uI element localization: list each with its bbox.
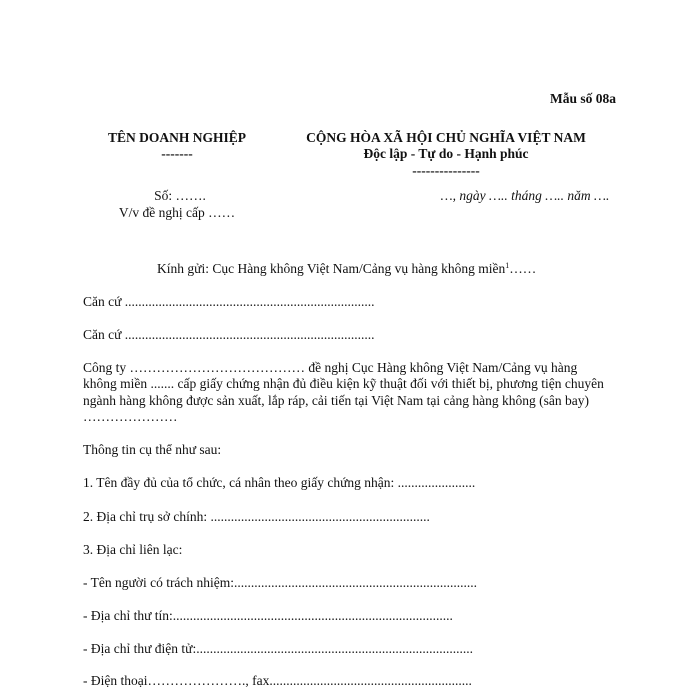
- field-phone-fax: - Điện thoại…………………., fax............................................................: [83, 673, 472, 688]
- request-paragraph-line-3: ngành hàng không được sản xuất, lắp ráp, cải tiến tại Việt Nam tại cảng hàng không (sân bay): [83, 393, 589, 408]
- recipient-line: [157, 261, 536, 277]
- item-contact-address: 3. Địa chỉ liên lạc:: [83, 542, 183, 557]
- recipient-tail: ……: [509, 261, 537, 276]
- document-date: …, ngày ….. tháng ….. năm ….: [440, 188, 610, 203]
- item-head-office: 2. Địa chỉ trụ sở chính: .................................................................: [83, 509, 430, 524]
- request-paragraph-line-2: không miền ....... cấp giấy chứng nhận đủ điều kiện kỹ thuật đối với thiết bị, phương tiện chuyên: [83, 376, 604, 391]
- company-divider: -------: [161, 146, 193, 161]
- motto-divider: ---------------: [412, 163, 480, 178]
- field-responsible-person: - Tên người có trách nhiệm:........................................................................: [83, 575, 478, 590]
- field-mail-address: - Địa chỉ thư tín:...................................................................................: [83, 608, 453, 623]
- document-number: Số: …….: [154, 188, 206, 203]
- country-name: CỘNG HÒA XÃ HỘI CHỦ NGHĨA VIỆT NAM: [306, 130, 586, 145]
- recipient-text: Kính gửi: Cục Hàng không Việt Nam/Cảng vụ hàng không miền: [157, 261, 506, 276]
- company-name-label: TÊN DOANH NGHIỆP: [107, 130, 247, 145]
- info-intro: Thông tin cụ thể như sau:: [83, 442, 222, 457]
- footnote-marker: 1: [505, 261, 510, 270]
- request-paragraph-line-4: …………………: [83, 409, 178, 424]
- legal-basis-1: Căn cứ ..........................................................................: [83, 294, 375, 309]
- legal-basis-2: Căn cứ ..........................................................................: [83, 327, 375, 342]
- document-subject: V/v đề nghị cấp ……: [118, 205, 236, 220]
- item-full-name: 1. Tên đầy đủ của tổ chức, cá nhân theo giấy chứng nhận: .......................: [83, 475, 476, 490]
- field-email: - Địa chỉ thư điện tử:..................................................................................: [83, 641, 473, 656]
- national-motto: Độc lập - Tự do - Hạnh phúc: [363, 146, 529, 161]
- request-paragraph-line-1: Công ty ………………………………… đề nghị Cục Hàng không Việt Nam/Cảng vụ hàng: [83, 360, 578, 375]
- form-number: Mẫu số 08a: [549, 91, 616, 106]
